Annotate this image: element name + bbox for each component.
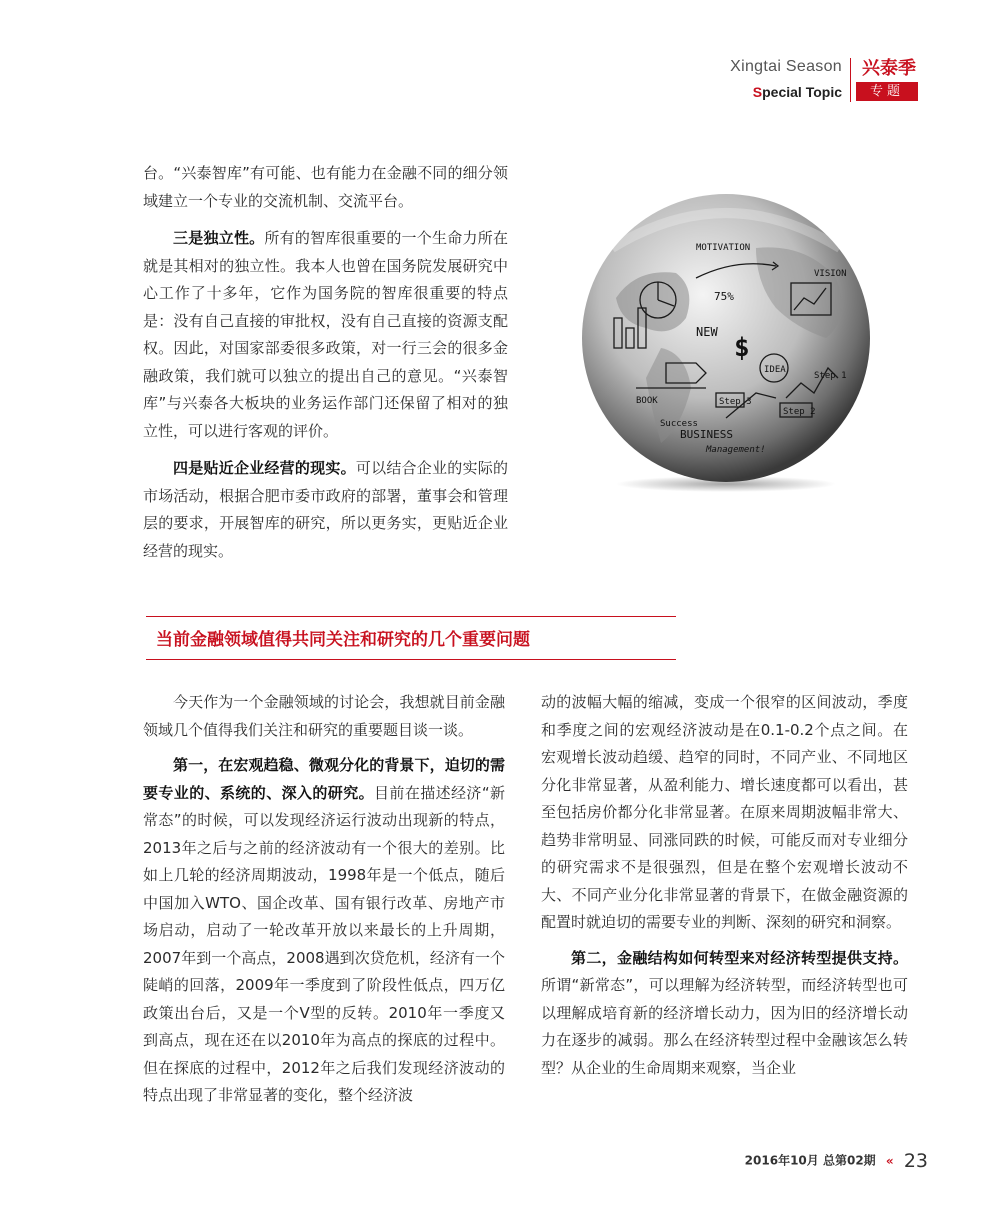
- paragraph-practicality: [143, 455, 508, 565]
- body-left-column: [143, 689, 505, 1110]
- paragraph-point-two: [541, 945, 908, 1083]
- paragraph-opening: 今天作为一个金融领域的讨论会，我想就目前金融领域几个值得我们关注和研究的重要题目谈一谈。: [143, 693, 505, 739]
- globe-label: NEW: [696, 325, 718, 339]
- globe-label: Management!: [706, 445, 766, 455]
- paragraph-independence: [143, 225, 508, 445]
- globe-label: Step 2: [783, 407, 816, 417]
- top-text-column: [143, 160, 508, 565]
- globe-label: Success: [660, 419, 698, 429]
- paragraph-body: 所谓“新常态”，可以理解为经济转型，而经济转型也可以理解成培育新的经济增长动力，因为旧的经济增长动力在逐步的减弱。那么在经济转型过程中金融该怎么转型？从企业的生命周期来观察，当企业: [541, 976, 908, 1077]
- section-badge: 专题: [856, 82, 918, 101]
- magazine-english-title: Xingtai Season: [730, 58, 842, 75]
- body-right-column: [541, 689, 908, 1082]
- globe-label: VISION: [814, 269, 847, 279]
- globe-label: Step 3: [719, 397, 752, 407]
- special-topic-initial: S: [752, 84, 763, 100]
- paragraph-point-one-continued: 动的波幅大幅的缩减，变成一个很窄的区间波动，季度和季度之间的宏观经济波动是在0.1-0.2个点之间。在宏观增长波动趋缓、趋窄的同时，不同产业、不同地区分化非常显著，从盈利能力、增长速度都可以看出，甚至包括房价都分化非常显著。在原来周期波幅非常大、趋势非常明显、同涨同跌的时候，可能反而对专业细分的研究需求不是很强烈，但是在整个宏观增长波动不大、不同产业分化非常显著的背景下，在做金融资源的配置时就迫切的需要专业的判断、深刻的研究和洞察。: [541, 693, 908, 931]
- magazine-cn-title: 兴泰季: [862, 58, 916, 79]
- paragraph-body: 可以结合企业的实际的市场活动，根据合肥市委市政府的部署，董事会和管理层的要求，开展智库的研究，所以更务实，更贴近企业经营的现实。: [143, 459, 508, 560]
- globe-label: MOTIVATION: [696, 243, 751, 253]
- paragraph-point-one: [143, 752, 505, 1110]
- header-divider: [850, 58, 851, 102]
- globe-label: BOOK: [636, 396, 658, 406]
- page-footer: [745, 1150, 928, 1172]
- special-topic-label: [753, 84, 842, 100]
- paragraph-heading: 三是独立性。: [173, 229, 265, 247]
- issue-total: 总第02期: [822, 1153, 876, 1168]
- globe-label: IDEA: [764, 365, 786, 375]
- paragraph-heading: 第一，在宏观趋稳、微观分化的背景下，迫切的需要专业的、系统的、深入的研究。: [143, 756, 505, 802]
- paragraph-body: 目前在描述经济“新常态”的时候，可以发现经济运行波动出现新的特点，2013年之后与之前的经济波动有一个很大的差别。比如上几轮的经济周期波动，1998年是一个低点，随后中国加入WTO、国企改革、国有银行改革、房地产市场启动，启动了一轮改革开放以来最长的上升周期，2007年到一个高点，2008遇到次贷危机，经济有一个陡峭的回落，2009年一季度到了阶段性低点，四万亿政策出台后，又是一个V型的反转。2010年一季度又到高点，现在还在以2010年为高点的探底的过程中。但在探底的过程中，2012年之后我们发现经济波动的特点出现了非常显著的变化，整个经济波: [143, 783, 505, 1104]
- paragraph-body: 所有的智库很重要的一个生命力所在就是其相对的独立性。我本人也曾在国务院发展研究中心工作了十多年，它作为国务院的智库很重要的特点是：没有自己直接的审批权，没有自己直接的资源支配权。因此，对国家部委很多政策，对一行三会的很多金融政策，我们就可以独立的提出自己的意见。“兴泰智库”与兴泰各大板块的业务运作部门还保留了相对的独立性，可以进行客观的评价。: [143, 229, 508, 440]
- globe-label: BUSINESS: [680, 428, 733, 441]
- globe-label: Step 1: [814, 371, 847, 381]
- paragraph-intro-continuation: 台。“兴泰智库”有可能、也有能力在金融不同的细分领域建立一个专业的交流机制、交流平台。: [143, 164, 508, 210]
- paragraph-heading: 四是贴近企业经营的现实。: [173, 459, 356, 477]
- double-chevron-icon: «: [885, 1153, 894, 1168]
- section-heading: 当前金融领域值得共同关注和研究的几个重要问题: [156, 630, 530, 650]
- section-heading-bar: [146, 616, 676, 660]
- page-number: 23: [903, 1150, 928, 1172]
- paragraph-heading: 第二，金融结构如何转型来对经济转型提供支持。: [571, 948, 908, 967]
- business-globe-illustration: [576, 188, 876, 493]
- globe-label: $: [734, 333, 750, 363]
- special-topic-rest: pecial Topic: [762, 84, 842, 100]
- globe-svg: [576, 188, 876, 493]
- globe-label: 75%: [714, 290, 734, 303]
- issue-date: 2016年10月: [744, 1153, 819, 1168]
